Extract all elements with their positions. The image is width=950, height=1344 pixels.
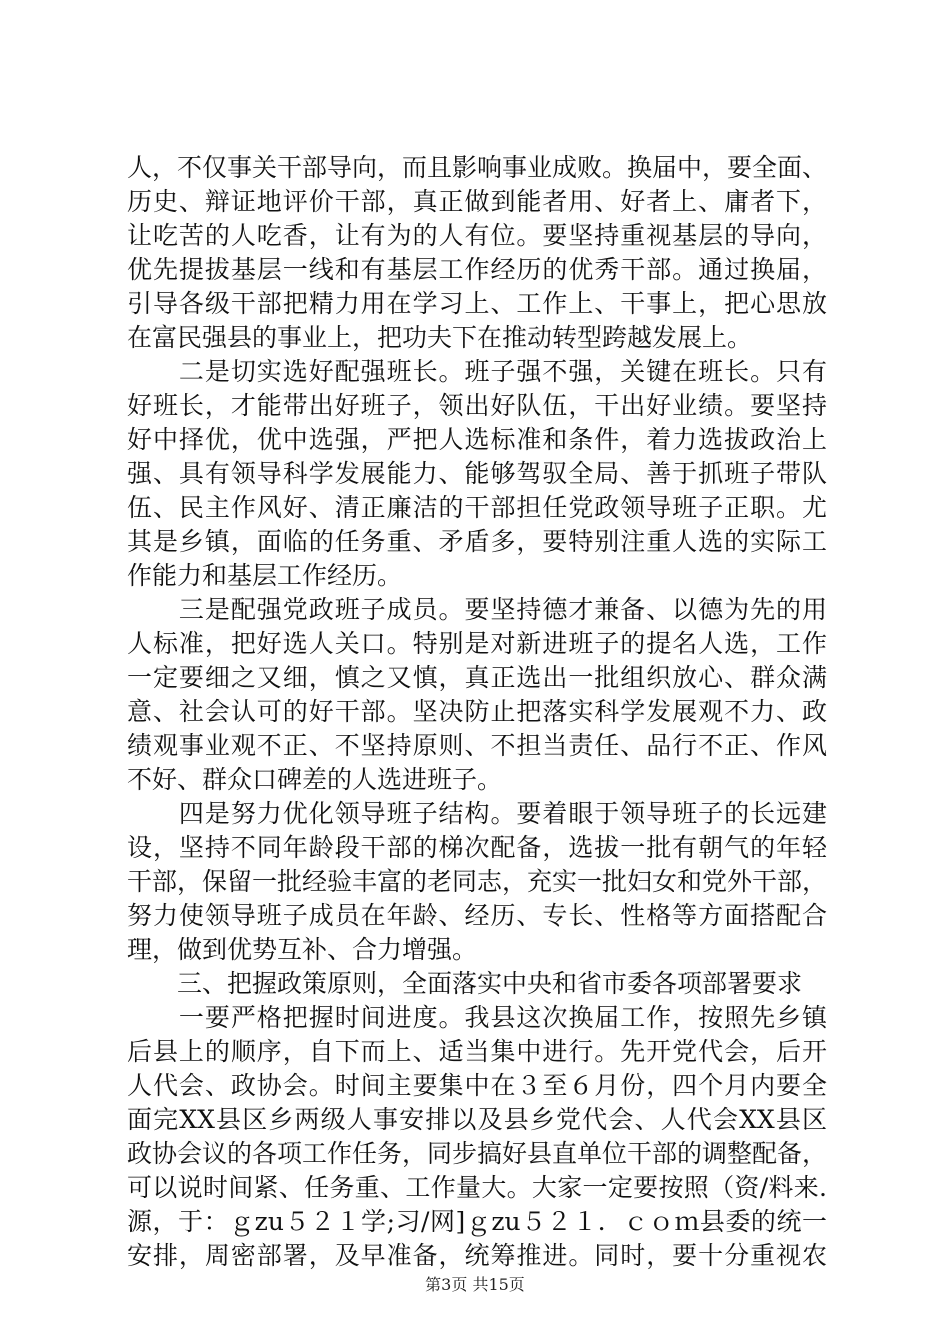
text-line: 强、具有领导科学发展能力、能够驾驭全局、善于抓班子带队 <box>127 459 827 488</box>
text-line: 安排，周密部署，及早准备，统筹推进。同时，要十分重视农 <box>127 1241 827 1270</box>
text-line: 绩观事业观不正、不坚持原则、不担当责任、品行不正、作风 <box>127 731 827 760</box>
text-line: 一要严格把握时间进度。我县这次换届工作，按照先乡镇 <box>127 1003 827 1032</box>
text-line: 三是配强党政班子成员。要坚持德才兼备、以德为先的用 <box>127 595 827 624</box>
text-line: 源，于：ｇzu５２１学;习/网]ｇzu５２１．ｃｏｍ县委的统一 <box>127 1207 827 1236</box>
text-line: 引导各级干部把精力用在学习上、工作上、干事上，把心思放 <box>127 289 827 318</box>
text-line: 意、社会认可的好干部。坚决防止把落实科学发展观不力、政 <box>127 697 827 726</box>
text-line: 作能力和基层工作经历。 <box>127 561 403 590</box>
text-line: 人代会、政协会。时间主要集中在３至６月份，四个月内要全 <box>127 1071 827 1100</box>
text-line: 好班长，才能带出好班子，领出好队伍，干出好业绩。要坚持 <box>127 391 827 420</box>
text-line: 干部，保留一批经验丰富的老同志，充实一批妇女和党外干部， <box>127 867 828 896</box>
text-line: 其是乡镇，面临的任务重、矛盾多，要特别注重人选的实际工 <box>127 527 827 556</box>
text-line: 三、把握政策原则，全面落实中央和省市委各项部署要求 <box>127 969 803 998</box>
text-line: 优先提拔基层一线和有基层工作经历的优秀干部。通过换届， <box>127 255 827 284</box>
text-line: 不好、群众口碑差的人选进班子。 <box>127 765 503 794</box>
text-line: 伍、民主作风好、清正廉洁的干部担任党政领导班子正职。尤 <box>127 493 827 522</box>
text-line: 政协会议的各项工作任务，同步搞好县直单位干部的调整配备， <box>127 1139 828 1168</box>
text-line: 历史、辩证地评价干部，真正做到能者用、好者上、庸者下， <box>127 187 827 216</box>
text-line: 四是努力优化领导班子结构。要着眼于领导班子的长远建 <box>127 799 827 828</box>
text-line: 好中择优，优中选强，严把人选标准和条件，着力选拔政治上 <box>127 425 827 454</box>
text-line: 二是切实选好配强班长。班子强不强，关键在班长。只有 <box>127 357 827 386</box>
document-body <box>127 151 827 1273</box>
text-line: 面完XX县区乡两级人事安排以及县乡党代会、人代会XX县区 <box>127 1105 827 1134</box>
page-footer: 第3页 共15页 <box>425 1275 525 1294</box>
text-line: 人，不仅事关干部导向，而且影响事业成败。换届中，要全面、 <box>127 153 828 182</box>
text-line: 后县上的顺序，自下而上、适当集中进行。先开党代会，后开 <box>127 1037 827 1066</box>
text-line: 一定要细之又细，慎之又慎，真正选出一批组织放心、群众满 <box>127 663 827 692</box>
text-line: 努力使领导班子成员在年龄、经历、专长、性格等方面搭配合 <box>127 901 827 930</box>
text-line: 可以说时间紧、任务重、工作量大。大家一定要按照（资/料来. <box>127 1173 827 1202</box>
text-line: 让吃苦的人吃香，让有为的人有位。要坚持重视基层的导向， <box>127 221 827 250</box>
text-line: 设，坚持不同年龄段干部的梯次配备，选拔一批有朝气的年轻 <box>127 833 827 862</box>
text-line: 理，做到优势互补、合力增强。 <box>127 935 478 964</box>
text-line: 人标准，把好选人关口。特别是对新进班子的提名人选，工作 <box>127 629 827 658</box>
text-line: 在富民强县的事业上，把功夫下在推动转型跨越发展上。 <box>127 323 753 352</box>
